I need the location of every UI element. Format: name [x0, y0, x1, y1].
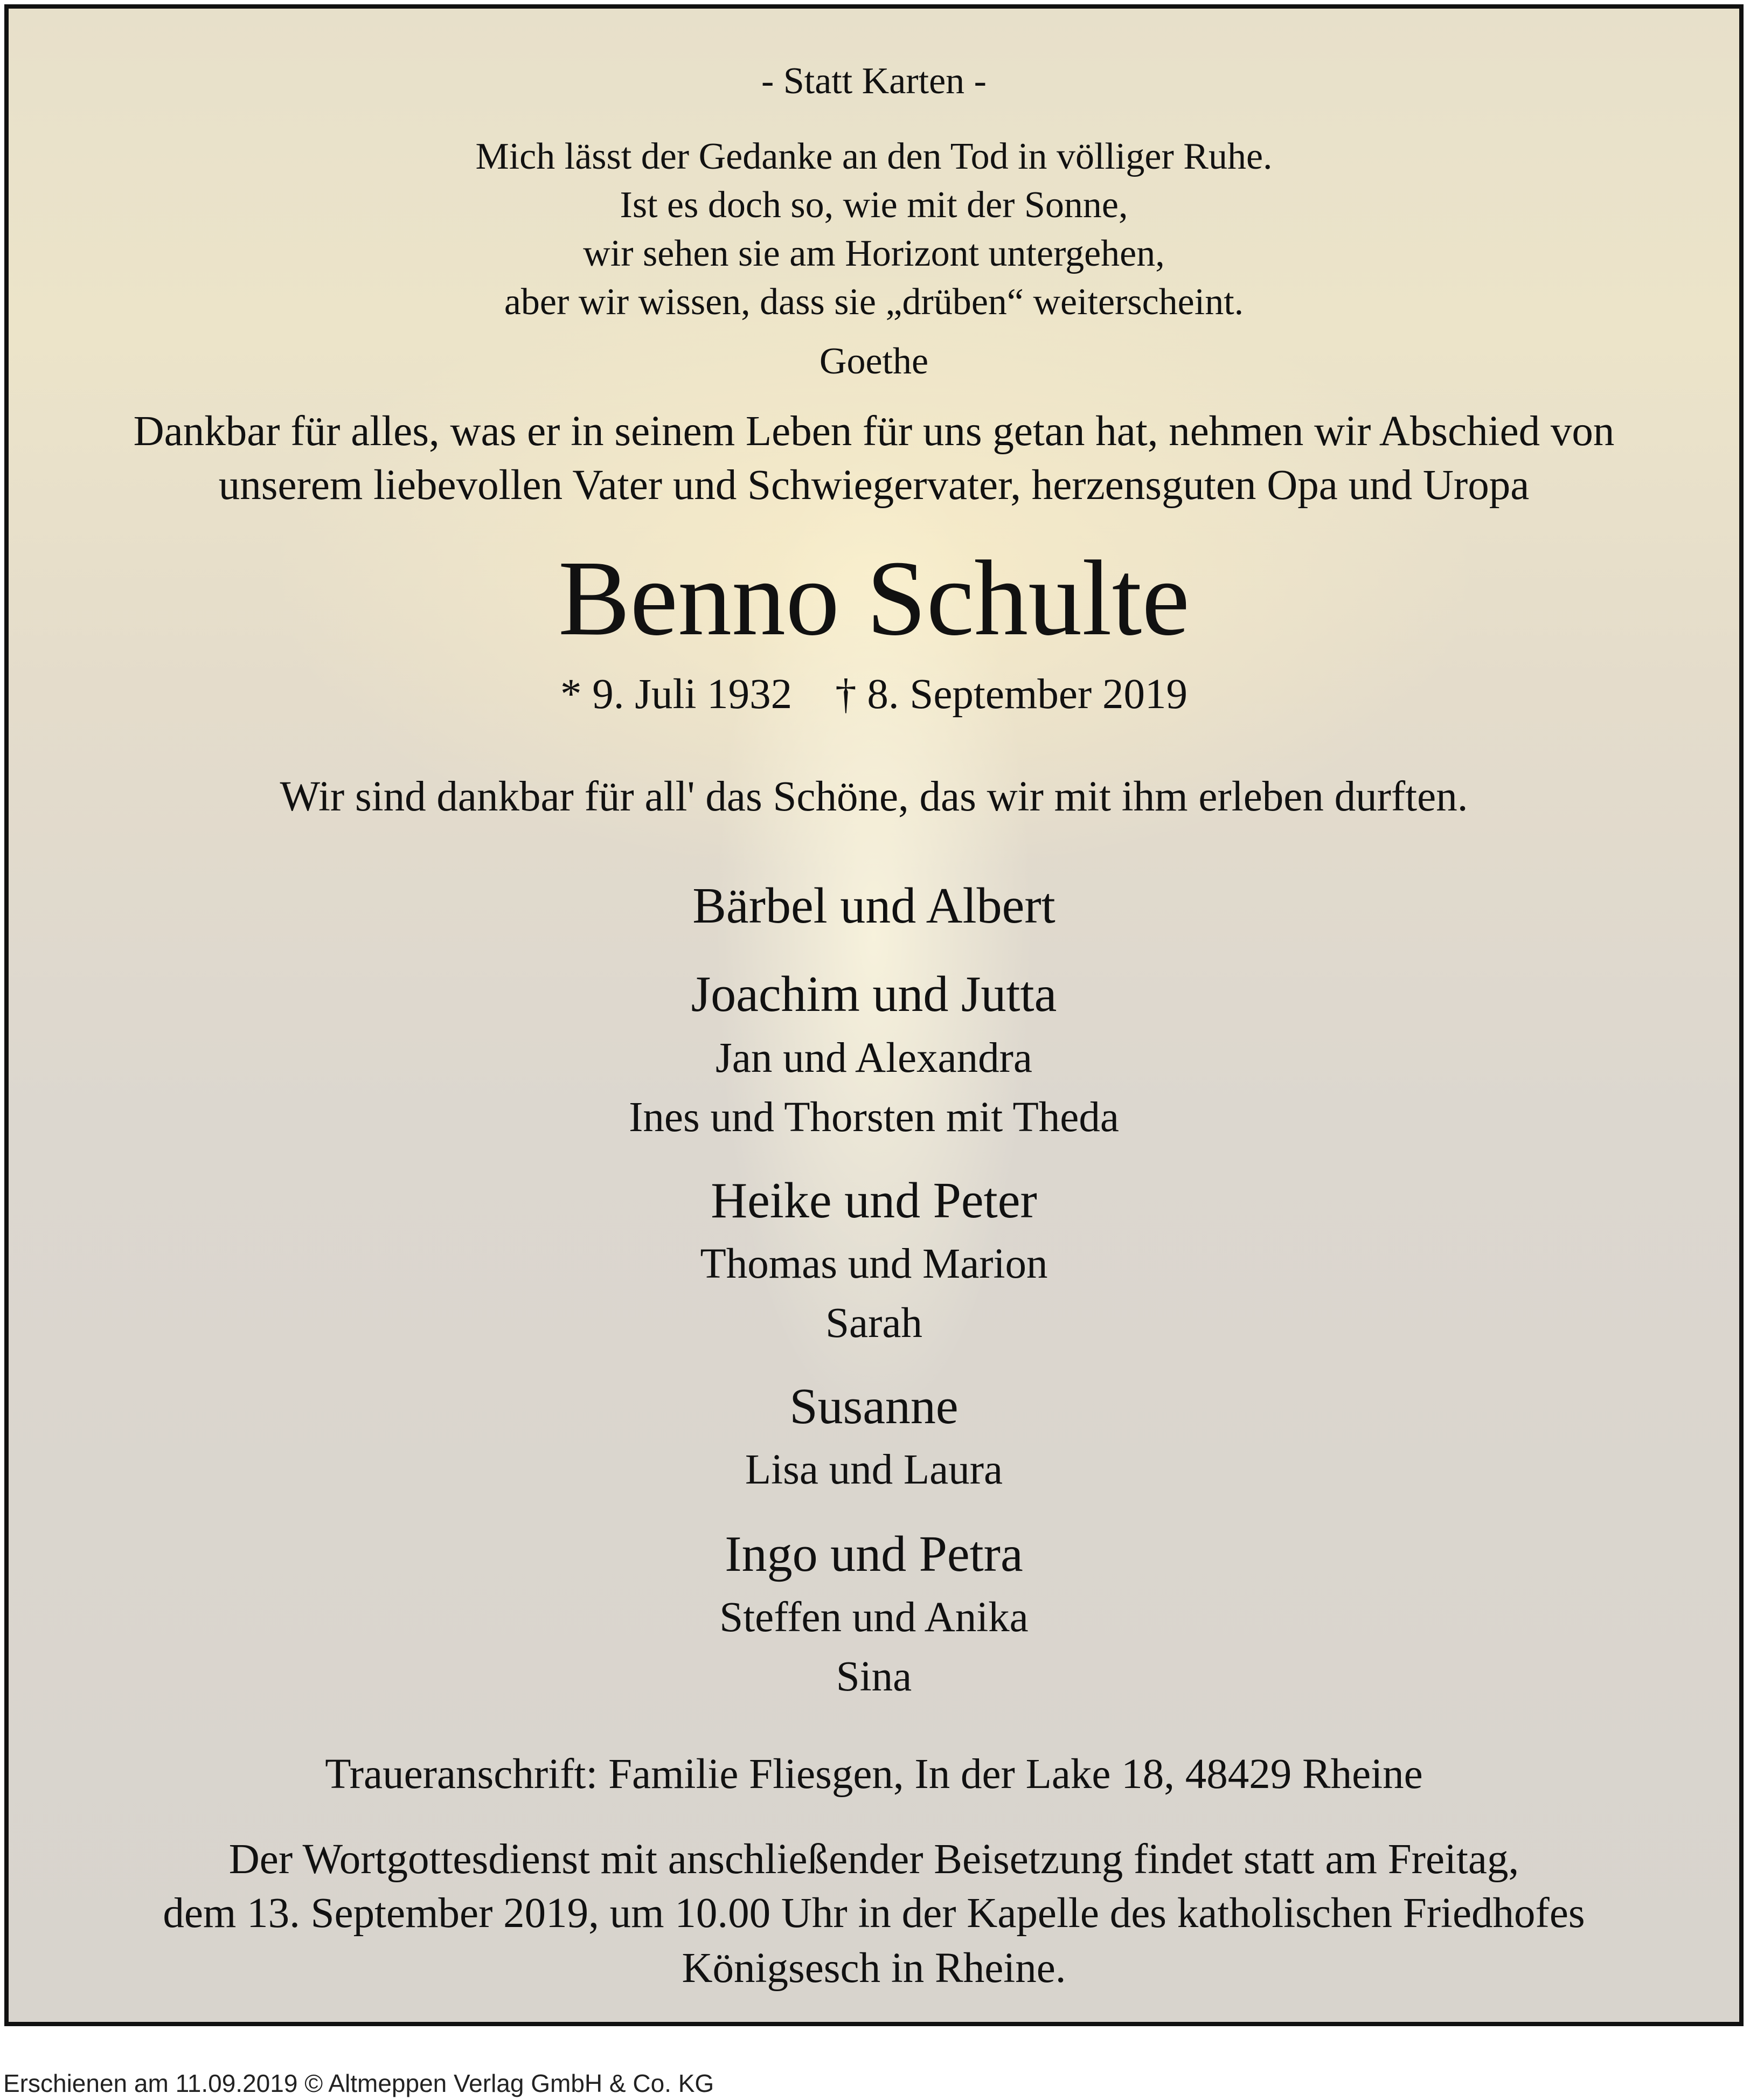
poem-line: Mich lässt der Gedanke an den Tod in völliger Ruhe. [475, 136, 1273, 177]
family-name: Susanne [789, 1378, 959, 1434]
service-line: Königsesch in Rheine. [682, 1945, 1066, 1992]
family-name: Ingo und Petra [725, 1526, 1023, 1582]
poem-line: aber wir wissen, dass sie „drüben“ weiterscheint. [504, 281, 1244, 323]
poem-line: Ist es doch so, wie mit der Sonne, [620, 184, 1128, 226]
deceased-name: Benno Schulte [558, 539, 1190, 658]
family-member: Sina [836, 1653, 912, 1700]
family-member: Jan und Alexandra [716, 1035, 1032, 1082]
family-name: Heike und Peter [711, 1173, 1037, 1229]
family-member: Steffen und Anika [719, 1594, 1029, 1641]
obituary-notice [4, 4, 1744, 2026]
family-member: Ines und Thorsten mit Theda [629, 1094, 1119, 1141]
service-line: dem 13. September 2019, um 10.00 Uhr in der Kapelle des katholischen Friedhofes [163, 1890, 1585, 1937]
statt-karten-heading: - Statt Karten - [761, 60, 987, 102]
family-member: Sarah [825, 1300, 922, 1347]
intro-line: unserem liebevollen Vater und Schwiegervater, herzensguten Opa und Uropa [218, 462, 1530, 509]
mourning-address: Traueranschrift: Familie Fliesgen, In der Lake 18, 48429 Rheine [325, 1751, 1423, 1798]
family-name: Joachim und Jutta [691, 966, 1057, 1022]
poem-line: wir sehen sie am Horizont untergehen, [583, 233, 1165, 274]
family-member: Thomas und Marion [700, 1240, 1048, 1287]
family-member: Lisa und Laura [745, 1446, 1003, 1493]
intro-line: Dankbar für alles, was er in seinem Leben für uns getan hat, nehmen wir Abschied von [133, 408, 1615, 455]
gratitude-text: Wir sind dankbar für all' das Schöne, das wir mit ihm erleben durften. [280, 773, 1468, 820]
publication-footer: Erschienen am 11.09.2019 © Altmeppen Verlag GmbH & Co. KG [3, 2069, 714, 2097]
death-date: † 8. September 2019 [835, 671, 1188, 718]
poem-author: Goethe [819, 341, 929, 382]
birth-date: * 9. Juli 1932 [560, 671, 793, 718]
life-dates [9, 673, 1739, 716]
service-line: Der Wortgottesdienst mit anschließender Beisetzung findet statt am Freitag, [228, 1836, 1519, 1883]
family-name: Bärbel und Albert [692, 878, 1055, 934]
